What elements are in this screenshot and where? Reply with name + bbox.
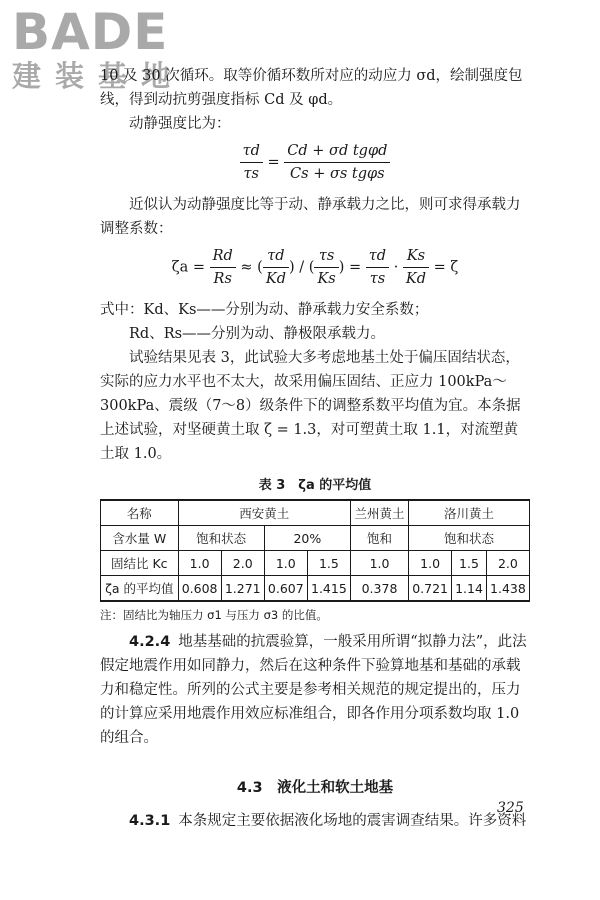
clause-4-2-4 — [100, 630, 530, 750]
table-cell: 0.608 — [178, 576, 221, 602]
table-cell: ζa 的平均值 — [101, 576, 179, 602]
table-cell: 20% — [264, 526, 350, 551]
table-row — [101, 500, 530, 526]
slash-sign: / — [299, 259, 305, 276]
table-cell: 2.0 — [221, 551, 264, 576]
table-row — [101, 551, 530, 576]
table-row — [101, 576, 530, 602]
denominator: Rs — [213, 271, 232, 287]
fraction-static — [314, 245, 338, 290]
table-cell: 1.14 — [452, 576, 487, 602]
clause-text: 地基基础的抗震验算，一般采用所谓“拟静力法”，此法假定地震作用如同静力，然后在这种条件下验算地基和基础的承载力和稳定性。所列的公式主要是参考相关规范的规定提出的，压力的计算应采用地震作用效应标准组合，即各作用分项系数均取 1.0 的组合。 — [100, 634, 527, 746]
numerator: Rd — [210, 245, 236, 268]
section-heading: 4.3 液化土和软土地基 — [236, 780, 394, 796]
paragraph-cycle: 10 及 30 次循环。取等价循环数所对应的动应力 σd，绘制强度包线，得到动抗剪强度指标 Cd 及 φd。 — [100, 68, 523, 108]
table-cell: 饱和状态 — [178, 526, 264, 551]
formula-lhs: ζa = — [171, 259, 205, 276]
table-title: 表 3 ζa 的平均值 — [258, 478, 372, 493]
numerator: τd — [366, 245, 389, 268]
table-cell: 饱和状态 — [409, 526, 530, 551]
table-cell: 0.721 — [409, 576, 452, 602]
fraction-dynamic — [263, 245, 289, 290]
loess-table — [100, 499, 530, 602]
denominator: τs — [243, 166, 259, 182]
fraction-tau-ratio — [240, 140, 263, 185]
clause-text: 本条规定主要依据液化场地的震害调查结果。许多资料 — [178, 813, 527, 829]
page-content — [100, 64, 530, 833]
table-cell: 兰州黄土 — [350, 500, 408, 526]
logo-brand: BADE — [12, 3, 169, 61]
table-cell: 0.607 — [264, 576, 307, 602]
table-cell: 1.5 — [307, 551, 350, 576]
legend-ultimate-capacity: Rd、Rs——分别为动、静极限承载力。 — [129, 326, 386, 342]
page-number: 325 — [497, 800, 524, 816]
table-cell: 1.0 — [350, 551, 408, 576]
numerator: τd — [263, 245, 289, 268]
table-cell: 1.0 — [178, 551, 221, 576]
numerator: Cd + σd tgφd — [284, 140, 390, 163]
table-cell: 1.0 — [409, 551, 452, 576]
denominator: τs — [369, 271, 386, 287]
paragraph-test-results: 试验结果见表 3，此试验大多考虑地基土处于偏压固结状态，实际的应力水平也不太大，故采用偏压固结、正应力 100kPa～300kPa、震级（7～8）级条件下的调整系数平均值为宜。本条据上述试验，对坚硬黄土取 ζ = 1.3，对可塑黄土取 1.1，对流塑黄土取 1.0。 — [100, 350, 521, 462]
formula-strength-ratio — [100, 140, 530, 185]
clause-number: 4.2.4 — [129, 634, 171, 650]
formula-adjustment-coefficient: ζa = $\frac{Rd}{Rs}$ ≈ ( $\frac{\tau d}{Kd}$ ) / ( $\frac{\tau s}{Ks}$ ) = $\frac{\tau d}{\tau s}$ · $\frac{Ks}{Kd}$ = ζ — [100, 245, 530, 290]
approx-sign: ≈ — [240, 259, 253, 276]
table-cell: 饱和 — [350, 526, 408, 551]
denominator: Cs + σs tgφs — [290, 166, 385, 182]
denominator: Kd — [265, 271, 286, 287]
dot-sign: · — [393, 259, 399, 276]
clause-4-3-1 — [100, 809, 530, 833]
table-note: 注：固结比为轴压力 σ1 与压力 σ3 的比值。 — [100, 608, 328, 622]
table-cell: 1.415 — [307, 576, 350, 602]
table-cell: 1.438 — [486, 576, 529, 602]
table-cell: 1.0 — [264, 551, 307, 576]
legend-safety-factors: 式中：Kd、Ks——分别为动、静承载力安全系数； — [100, 302, 429, 318]
formula-tail: = ζ — [433, 259, 459, 276]
fraction-tau — [366, 245, 389, 290]
table-cell: 1.5 — [452, 551, 487, 576]
table-cell: 含水量 W — [101, 526, 179, 551]
table-cell: 2.0 — [486, 551, 529, 576]
fraction-r — [210, 245, 236, 290]
numerator: τd — [240, 140, 263, 163]
equals-sign: = — [349, 259, 362, 276]
logo-subtitle: 建装基地 — [12, 59, 185, 93]
table-cell: 0.378 — [350, 576, 408, 602]
paragraph-adjustment-intro: 近似认为动静强度比等于动、静承载力之比，则可求得承载力调整系数： — [100, 197, 521, 237]
clause-number: 4.3.1 — [129, 813, 171, 829]
table-cell: 西安黄土 — [178, 500, 350, 526]
table-cell: 洛川黄土 — [409, 500, 530, 526]
numerator: Ks — [403, 245, 429, 268]
denominator: Kd — [405, 271, 427, 287]
numerator: τs — [314, 245, 338, 268]
fraction-strength-envelope — [284, 140, 390, 185]
table-row — [101, 526, 530, 551]
table-cell: 固结比 Kc — [101, 551, 179, 576]
paragraph-strength-ratio-intro: 动静强度比为： — [129, 116, 231, 132]
denominator: Ks — [317, 271, 336, 287]
fraction-k — [403, 245, 429, 290]
equals-sign: = — [267, 154, 280, 171]
table-cell: 名称 — [101, 500, 179, 526]
table-cell: 1.271 — [221, 576, 264, 602]
